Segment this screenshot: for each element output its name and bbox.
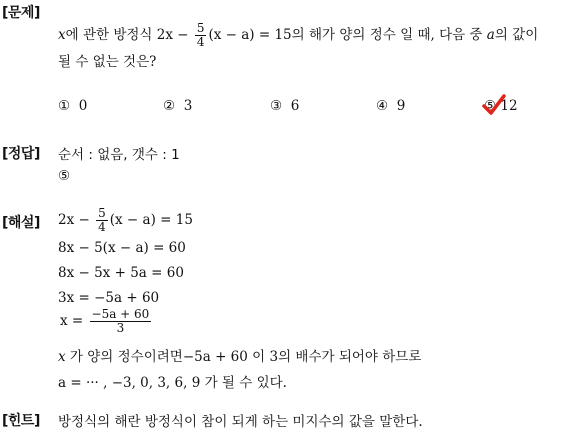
choice-5-value: 12 xyxy=(500,98,518,114)
exp-eq5-frac-den: 3 xyxy=(116,321,125,335)
exp-eq5-frac-num: −5a + 60 xyxy=(91,307,150,321)
answer-line-2: ⑤ xyxy=(58,168,71,184)
exp-line6-var: x xyxy=(58,349,66,365)
exp-eq1-frac-den: 4 xyxy=(98,220,106,234)
choice-1[interactable] xyxy=(58,98,87,114)
explanation-eq-2: 8x − 5(x − a) = 60 xyxy=(58,240,186,256)
problem-text-b: (x − a) = 15 xyxy=(208,27,292,43)
problem-text-a: 에 관한 방정식 2x − xyxy=(65,27,193,43)
choice-4[interactable] xyxy=(376,98,405,114)
explanation-line-6 xyxy=(58,345,421,365)
explanation-eq-4: 3x = −5a + 60 xyxy=(58,290,160,306)
choice-4-value: 9 xyxy=(396,98,406,114)
problem-text-c: 의 해가 양의 정수 일 때, 다음 중 xyxy=(291,27,487,43)
hint-text: 방정식의 해란 방정식이 참이 되게 하는 미지수의 값을 말한다. xyxy=(58,414,423,430)
exp-line6-a: 가 양의 정수이려면 xyxy=(65,349,183,365)
problem-section-label: [문제] xyxy=(2,5,40,21)
problem-frac-num: 5 xyxy=(196,21,205,35)
problem-line-1 xyxy=(58,22,538,49)
exp-eq5-fraction xyxy=(90,308,152,335)
exp-line7-b: 가 될 수 있다. xyxy=(200,375,287,391)
problem-var-x: x xyxy=(58,27,66,43)
choice-4-marker: ④ xyxy=(376,98,389,114)
checkmark-icon xyxy=(482,94,506,116)
explanation-line-7 xyxy=(58,371,287,391)
problem-var-a: a xyxy=(486,27,495,43)
problem-line-2: 될 수 없는 것은? xyxy=(58,54,157,70)
hint-section-label: [힌트] xyxy=(2,413,40,429)
exp-line6-c: 이 3의 배수가 되어야 하므로 xyxy=(247,349,422,365)
explanation-eq-1 xyxy=(58,207,193,234)
problem-fraction xyxy=(195,22,207,49)
choice-1-marker: ① xyxy=(58,98,71,114)
choice-2-value: 3 xyxy=(183,98,193,114)
choice-3-value: 6 xyxy=(290,98,300,114)
answer-section-label: [정답] xyxy=(2,146,40,162)
problem-frac-den: 4 xyxy=(196,35,205,49)
exp-eq1-frac-num: 5 xyxy=(98,206,106,220)
explanation-eq-3: 8x − 5x + 5a = 60 xyxy=(58,265,184,281)
problem-text-d: 의 값이 xyxy=(494,27,539,43)
choice-3-marker: ③ xyxy=(270,98,283,114)
choice-2[interactable] xyxy=(163,98,192,114)
answer-line-1: 순서 : 없음, 갯수 : 1 xyxy=(58,147,180,163)
exp-eq1-fraction xyxy=(96,207,108,234)
choice-5-marker: ⑤ xyxy=(484,98,497,114)
choice-2-marker: ② xyxy=(163,98,176,114)
exp-line7-a: a = ··· , −3, 0, 3, 6, 9 xyxy=(58,375,201,391)
exp-line6-b: −5a + 60 xyxy=(182,349,248,365)
exp-eq1-b: (x − a) = 15 xyxy=(109,212,193,228)
choice-3[interactable] xyxy=(270,98,299,114)
explanation-section-label: [해설] xyxy=(2,215,40,231)
exp-eq5-a: x = xyxy=(60,313,88,329)
exp-eq1-a: 2x − xyxy=(58,212,95,228)
explanation-eq-5 xyxy=(60,308,153,335)
choice-1-value: 0 xyxy=(78,98,88,114)
